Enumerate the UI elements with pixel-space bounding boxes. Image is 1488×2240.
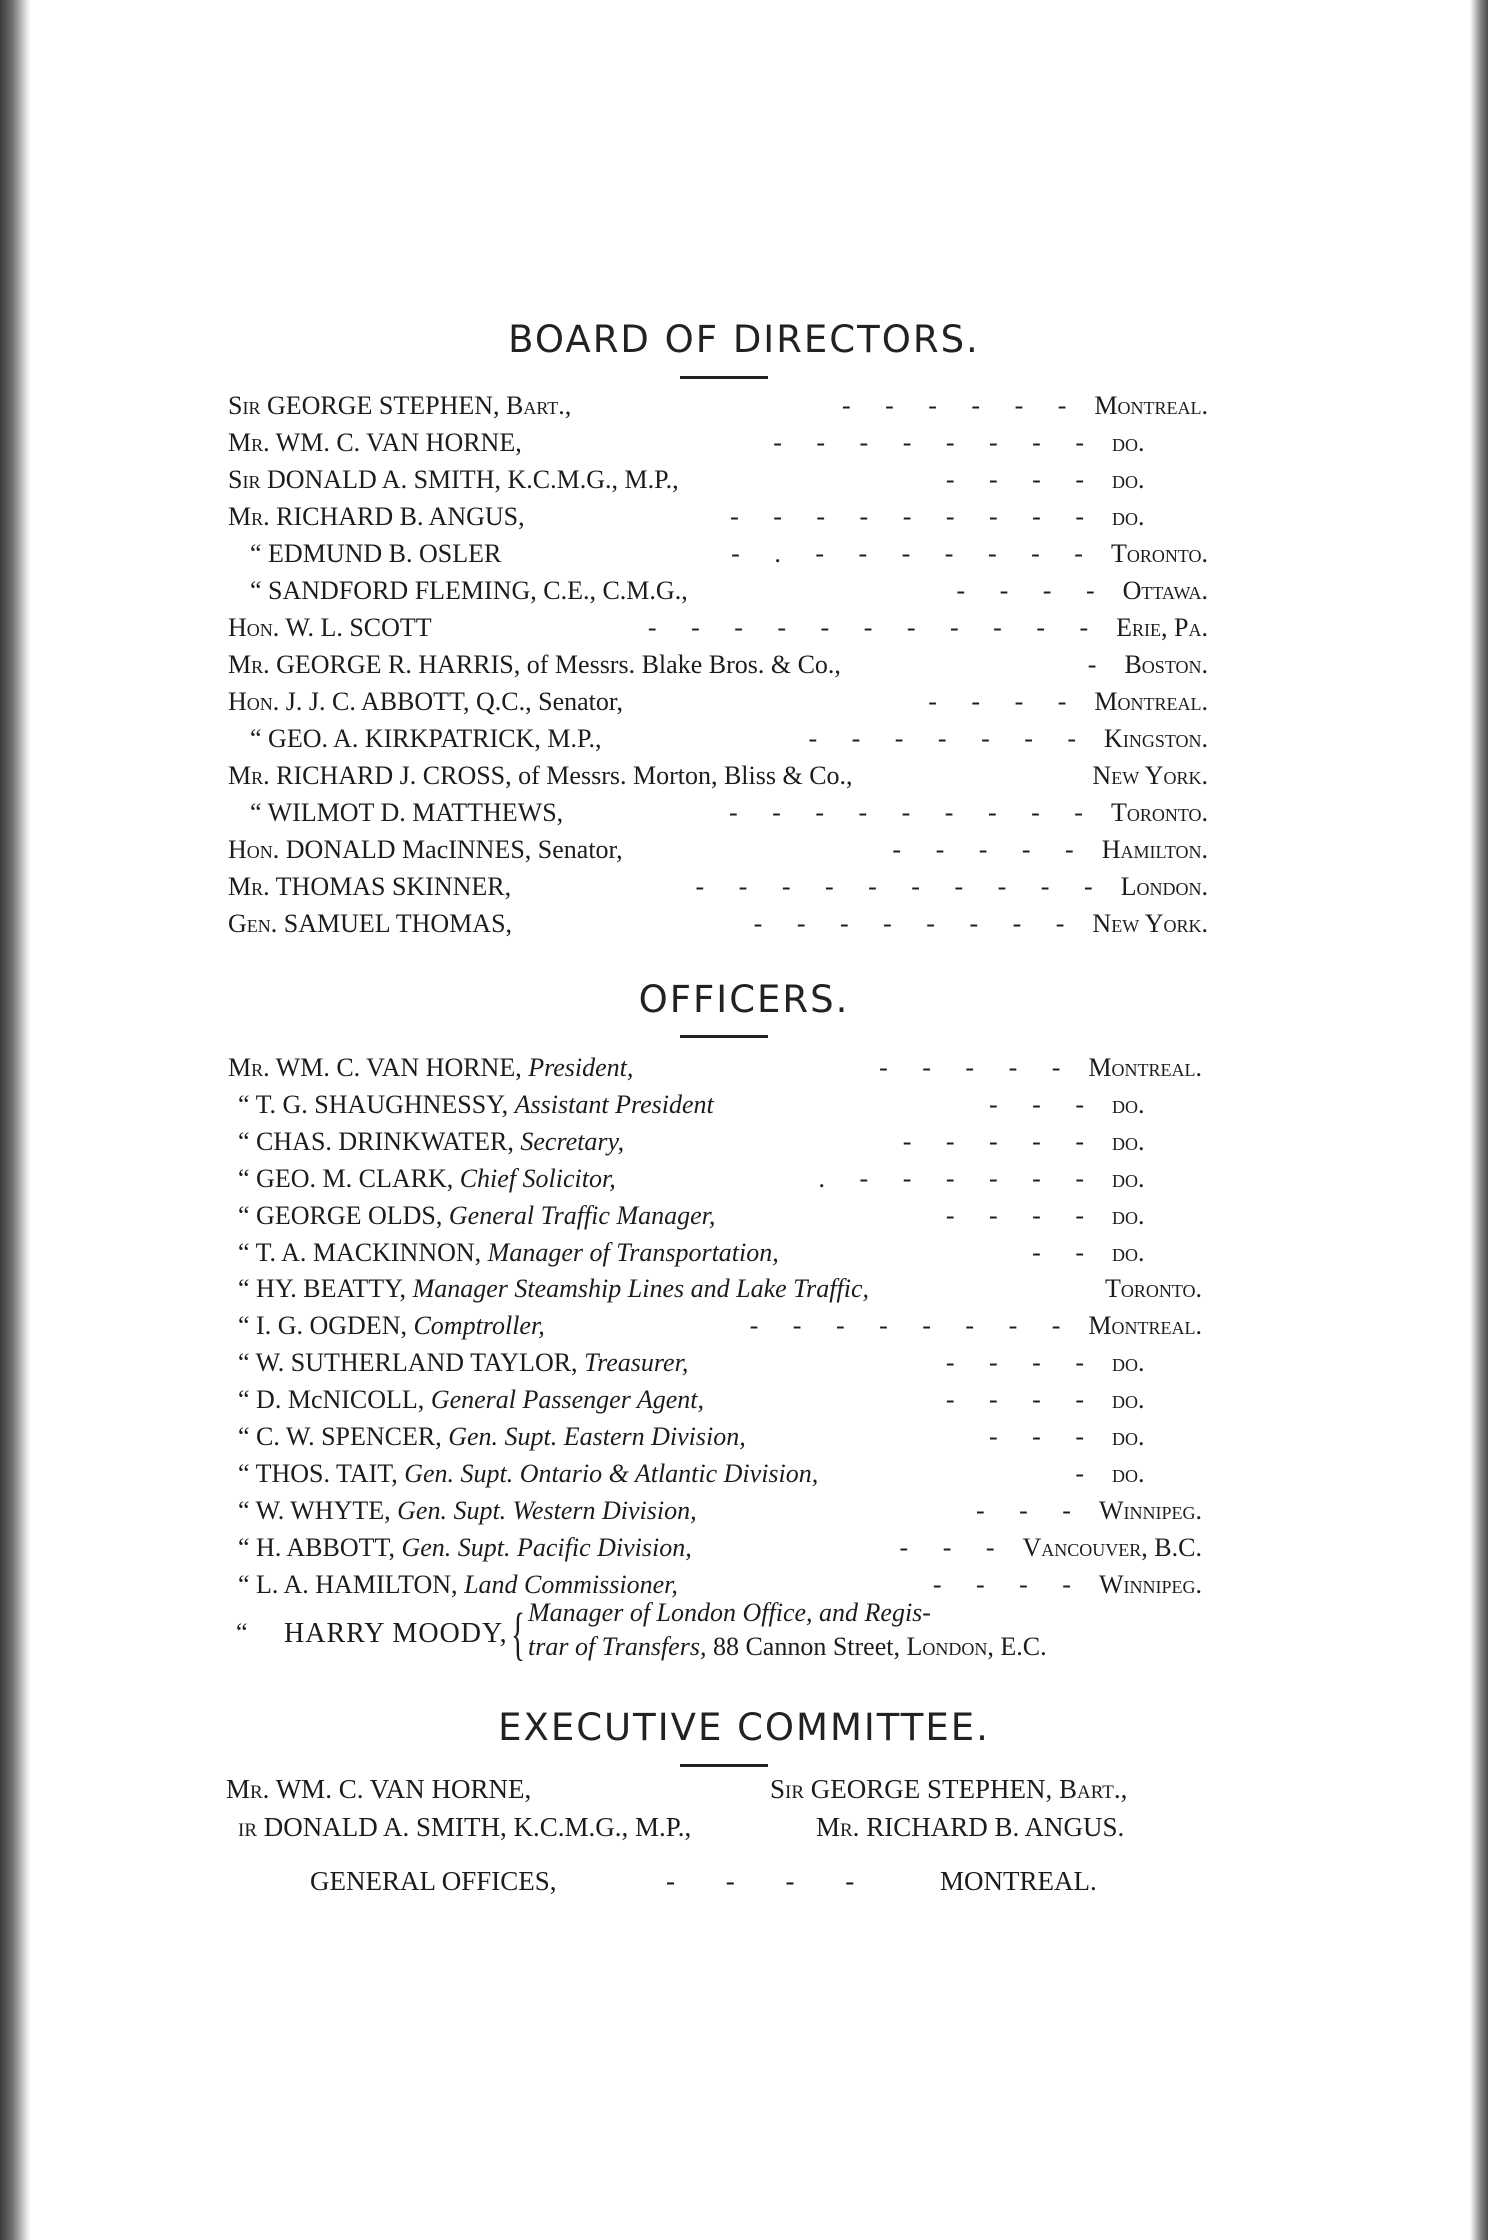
officer-title: “ [238, 1459, 250, 1488]
officer-role: Comptroller, [413, 1311, 545, 1340]
officer-name-text: W. WHYTE, [255, 1496, 391, 1525]
director-title: Mr. [228, 872, 270, 901]
officer-role: Secretary, [520, 1127, 625, 1156]
leader-dots: - - - - - [879, 1053, 1075, 1082]
director-title: Hon. [228, 835, 280, 864]
leader-dots: - - - - - - - - [753, 909, 1079, 938]
officer-place: Vancouver, B.C. [1022, 1533, 1202, 1562]
director-name-text: SAMUEL THOMAS, [283, 909, 513, 938]
officer-title: “ [238, 1090, 250, 1119]
officer-place: do. [1112, 1127, 1145, 1156]
officer-role-line2 [528, 1632, 1047, 1662]
ditto-mark: “ [236, 1618, 248, 1647]
officer-place: Winnipeg. [1098, 1496, 1202, 1525]
director-name [228, 684, 623, 720]
director-name [228, 610, 432, 646]
director-place: Montreal. [1094, 687, 1208, 716]
officer-row [0, 1530, 1488, 1566]
director-row [0, 536, 1488, 572]
exec-member-4 [816, 1812, 1124, 1843]
officer-name-text: C. W. SPENCER, [256, 1422, 442, 1451]
leader-dots: - - - [989, 1422, 1098, 1451]
officer-role: Chief Solicitor, [459, 1164, 616, 1193]
director-title: Sir [228, 391, 261, 420]
member-title: ir [238, 1812, 257, 1842]
heading-rule [680, 376, 768, 379]
leader-dots: - - - - - - - - - - - [647, 613, 1103, 642]
officer-name-text: HY. BEATTY, [256, 1274, 407, 1303]
director-title: “ [250, 798, 262, 827]
officer-place: Montreal. [1088, 1053, 1202, 1082]
officer-place: Winnipeg. [1098, 1570, 1202, 1599]
director-name [228, 647, 841, 683]
officer-title: “ [238, 1348, 250, 1377]
leader-dots: - - - - [928, 687, 1081, 716]
director-place: Toronto. [1110, 798, 1208, 827]
officer-row [0, 1308, 1488, 1344]
director-name-text: SANDFORD FLEMING, C.E., C.M.G., [268, 576, 688, 605]
director-row [0, 684, 1488, 720]
officer-name [238, 1235, 779, 1271]
leader-dots: - - - - [945, 1385, 1098, 1414]
director-row [0, 869, 1488, 905]
director-name-text: J. J. C. ABBOTT, Q.C., Senator, [285, 687, 623, 716]
director-row [0, 721, 1488, 757]
director-place: Erie, Pa. [1116, 613, 1208, 642]
director-name-text: DONALD MacINNES, Senator, [285, 835, 623, 864]
officer-name [228, 1050, 633, 1086]
director-name-text: GEO. A. KIRKPATRICK, M.P., [268, 724, 602, 753]
officer-role: Gen. Supt. Pacific Division, [401, 1533, 692, 1562]
heading-rule [680, 1764, 768, 1767]
leader-dots: - - - - - - - - - [729, 798, 1097, 827]
director-name-text: GEORGE STEPHEN, [266, 391, 500, 420]
officer-place: do. [1112, 1348, 1145, 1377]
member-name: DONALD A. SMITH, K.C.M.G., M.P., [263, 1812, 692, 1842]
officer-title: “ [238, 1311, 250, 1340]
officer-row [0, 1198, 1488, 1234]
officer-name [238, 1493, 697, 1529]
officer-title: “ [238, 1385, 250, 1414]
member-suffix: Bart., [1059, 1774, 1128, 1804]
leader-dots: - - - - - - - [808, 724, 1091, 753]
officer-name [238, 1456, 818, 1492]
director-name-text: GEORGE R. HARRIS, of Messrs. Blake Bros. & Co., [276, 650, 841, 679]
director-name-text: RICHARD B. ANGUS, [276, 502, 525, 531]
director-row [0, 499, 1488, 535]
director-row [0, 425, 1488, 461]
leader-dots: - - - - [945, 465, 1098, 494]
leader-dots: - - - [899, 1533, 1009, 1562]
officer-row [0, 1161, 1488, 1197]
general-offices-label: GENERAL OFFICES, [310, 1866, 557, 1896]
director-row [0, 832, 1488, 868]
officer-role: Gen. Supt. Western Division, [397, 1496, 697, 1525]
officer-role: Assistant President [514, 1090, 714, 1119]
officer-role-line1: Manager of London Office, and Regis- [528, 1598, 931, 1627]
officer-row [0, 1382, 1488, 1418]
officer-role-italic: trar of Transfers, [528, 1632, 707, 1661]
officer-name-text: W. SUTHERLAND TAYLOR, [255, 1348, 578, 1377]
officer-role: Gen. Supt. Ontario & Atlantic Division, [404, 1459, 819, 1488]
director-name [228, 499, 525, 535]
director-name-text: WILMOT D. MATTHEWS, [267, 798, 564, 827]
officer-name [238, 1419, 746, 1455]
officer-place: Toronto. [1104, 1274, 1202, 1303]
director-name-text: W. L. SCOTT [285, 613, 432, 642]
director-title: Sir [228, 465, 261, 494]
director-name [250, 721, 602, 757]
officer-role: Manager of Transportation, [487, 1238, 779, 1267]
officer-title: “ [238, 1533, 250, 1562]
officer-title: “ [238, 1238, 250, 1267]
board-heading: BOARD OF DIRECTORS. [508, 318, 980, 361]
leader-dots: . - - - - - - [818, 1164, 1098, 1193]
leader-dots: - - - - - - - - - - [695, 872, 1107, 901]
exec-member-1 [226, 1774, 531, 1805]
director-name [228, 758, 853, 794]
officer-name [238, 1345, 688, 1381]
exec-member-3 [238, 1812, 691, 1843]
director-title: Mr. [228, 650, 270, 679]
officer-place: do. [1112, 1238, 1145, 1267]
officer-row [0, 1050, 1488, 1086]
officer-name [238, 1530, 692, 1566]
officer-name [238, 1087, 714, 1123]
director-place: do. [1112, 465, 1145, 494]
leader-dots: - - - - - [902, 1127, 1098, 1156]
director-place: Hamilton. [1101, 835, 1208, 864]
officer-place: do. [1112, 1422, 1145, 1451]
leader-dots: - . - - - - - - - [731, 539, 1097, 568]
officer-name-text: THOS. TAIT, [255, 1459, 398, 1488]
director-place: do. [1112, 502, 1145, 531]
director-name-text: THOMAS SKINNER, [275, 872, 512, 901]
director-row [0, 573, 1488, 609]
officer-name [238, 1124, 624, 1160]
director-place: Boston. [1124, 650, 1208, 679]
officer-name-text: L. A. HAMILTON, [256, 1570, 458, 1599]
officer-place: London, E.C. [906, 1632, 1047, 1661]
general-offices-place: MONTREAL. [940, 1866, 1097, 1896]
director-row [0, 795, 1488, 831]
member-name: RICHARD B. ANGUS. [866, 1812, 1125, 1842]
director-title: Hon. [228, 687, 280, 716]
officer-title: “ [238, 1496, 250, 1525]
leader-dots: - - - - [945, 1201, 1098, 1230]
director-place: New York. [1092, 761, 1208, 790]
director-title: Mr. [228, 761, 270, 790]
member-title: Mr. [226, 1774, 270, 1804]
director-name-text: EDMUND B. OSLER [268, 539, 502, 568]
director-row [0, 610, 1488, 646]
officer-name-text: I. G. OGDEN, [256, 1311, 407, 1340]
officer-row [0, 1456, 1488, 1492]
officer-name-text: T. G. SHAUGHNESSY, [255, 1090, 509, 1119]
officer-address: 88 Cannon Street, [712, 1632, 900, 1661]
officer-place: do. [1112, 1385, 1145, 1414]
leader-dots: - - - [975, 1496, 1085, 1525]
director-name [250, 536, 501, 572]
general-offices-dots: - - - - [666, 1866, 877, 1896]
director-row [0, 388, 1488, 424]
leader-dots: - - - - - [892, 835, 1088, 864]
officer-name-text: WM. C. VAN HORNE, [275, 1053, 522, 1082]
leader-dots: - - [1032, 1238, 1098, 1267]
director-name [228, 906, 512, 942]
director-title: “ [250, 724, 262, 753]
officer-role: President, [528, 1053, 634, 1082]
leader-dots: - - - - [945, 1348, 1098, 1377]
director-suffix: Bart., [506, 391, 572, 420]
officer-name-text: H. ABBOTT, [256, 1533, 395, 1562]
officer-place: Montreal. [1088, 1311, 1202, 1340]
officer-title: Mr. [228, 1053, 270, 1082]
officer-place: do. [1112, 1090, 1145, 1119]
director-name [228, 425, 522, 461]
officer-name: HARRY MOODY, [284, 1618, 508, 1649]
leader-dots: - - - - [932, 1570, 1085, 1599]
leader-dots: - - - - [956, 576, 1109, 605]
officer-role: General Passenger Agent, [430, 1385, 705, 1414]
director-place: New York. [1092, 909, 1208, 938]
director-place: Kingston. [1104, 724, 1208, 753]
officer-row [0, 1345, 1488, 1381]
leader-dots: - - - - - - - - [749, 1311, 1075, 1340]
member-title: Mr. [816, 1812, 860, 1842]
director-place: Toronto. [1110, 539, 1208, 568]
heading-rule [680, 1035, 768, 1038]
director-name [250, 795, 563, 831]
director-title: “ [250, 576, 262, 605]
officer-name [238, 1161, 616, 1197]
officer-row [0, 1419, 1488, 1455]
director-place: London. [1120, 872, 1208, 901]
director-place: Ottawa. [1122, 576, 1208, 605]
officer-title: “ [238, 1127, 250, 1156]
director-name-text: WM. C. VAN HORNE, [275, 428, 522, 457]
officer-title: “ [238, 1164, 250, 1193]
director-title: Mr. [228, 502, 270, 531]
officer-name [238, 1198, 715, 1234]
director-name-text: RICHARD J. CROSS, of Messrs. Morton, Bliss & Co., [276, 761, 853, 790]
officer-name [238, 1382, 704, 1418]
officer-place: do. [1112, 1201, 1145, 1230]
officer-row [0, 1493, 1488, 1529]
exec-member-2 [770, 1774, 1127, 1805]
officer-row [0, 1235, 1488, 1271]
officer-place: do. [1112, 1164, 1145, 1193]
officers-heading: OFFICERS. [638, 978, 850, 1021]
director-name-text: DONALD A. SMITH, K.C.M.G., M.P., [266, 465, 679, 494]
member-name: WM. C. VAN HORNE, [275, 1774, 532, 1804]
leader-dots: - [1087, 650, 1111, 679]
director-name [228, 388, 571, 424]
director-name [228, 869, 511, 905]
member-title: Sir [770, 1774, 805, 1804]
officer-title: “ [238, 1201, 250, 1230]
officer-role: Manager Steamship Lines and Lake Traffic, [412, 1274, 869, 1303]
leader-dots: - - - - - - - - [773, 428, 1098, 457]
officer-role: General Traffic Manager, [448, 1201, 716, 1230]
officer-title: “ [238, 1422, 250, 1451]
director-title: “ [250, 539, 262, 568]
officer-title: “ [238, 1570, 250, 1599]
officer-row [0, 1087, 1488, 1123]
director-name [228, 462, 679, 498]
officer-name-text: T. A. MACKINNON, [255, 1238, 482, 1267]
director-name [228, 832, 623, 868]
officer-name-text: GEORGE OLDS, [256, 1201, 443, 1230]
director-title: Hon. [228, 613, 280, 642]
director-name [250, 573, 688, 609]
officer-role: Treasurer, [584, 1348, 689, 1377]
officer-name-text: D. McNICOLL, [256, 1385, 425, 1414]
director-title: Mr. [228, 428, 270, 457]
leader-dots: - - - - - - [841, 391, 1081, 420]
director-row [0, 906, 1488, 942]
officer-role: Gen. Supt. Eastern Division, [448, 1422, 746, 1451]
director-place: Montreal. [1094, 391, 1208, 420]
executive-heading: EXECUTIVE COMMITTEE. [498, 1706, 990, 1749]
leader-dots: - - - - - - - - - [730, 502, 1098, 531]
director-row [0, 647, 1488, 683]
director-row [0, 758, 1488, 794]
officer-role: Land Commissioner, [464, 1570, 678, 1599]
leader-dots: - - - [989, 1090, 1098, 1119]
director-row [0, 462, 1488, 498]
officer-name-text: CHAS. DRINKWATER, [256, 1127, 514, 1156]
officer-name [238, 1308, 545, 1344]
brace-glyph: { [510, 1601, 525, 1666]
director-place: do. [1112, 428, 1145, 457]
officer-name [238, 1271, 869, 1307]
officer-row [0, 1271, 1488, 1307]
leader-dots: - [1075, 1459, 1098, 1488]
officer-title: “ [238, 1274, 250, 1303]
director-title: Gen. [228, 909, 278, 938]
officer-name-text: GEO. M. CLARK, [256, 1164, 454, 1193]
officer-place: do. [1112, 1459, 1145, 1488]
officer-row [0, 1124, 1488, 1160]
member-name: GEORGE STEPHEN, [810, 1774, 1053, 1804]
